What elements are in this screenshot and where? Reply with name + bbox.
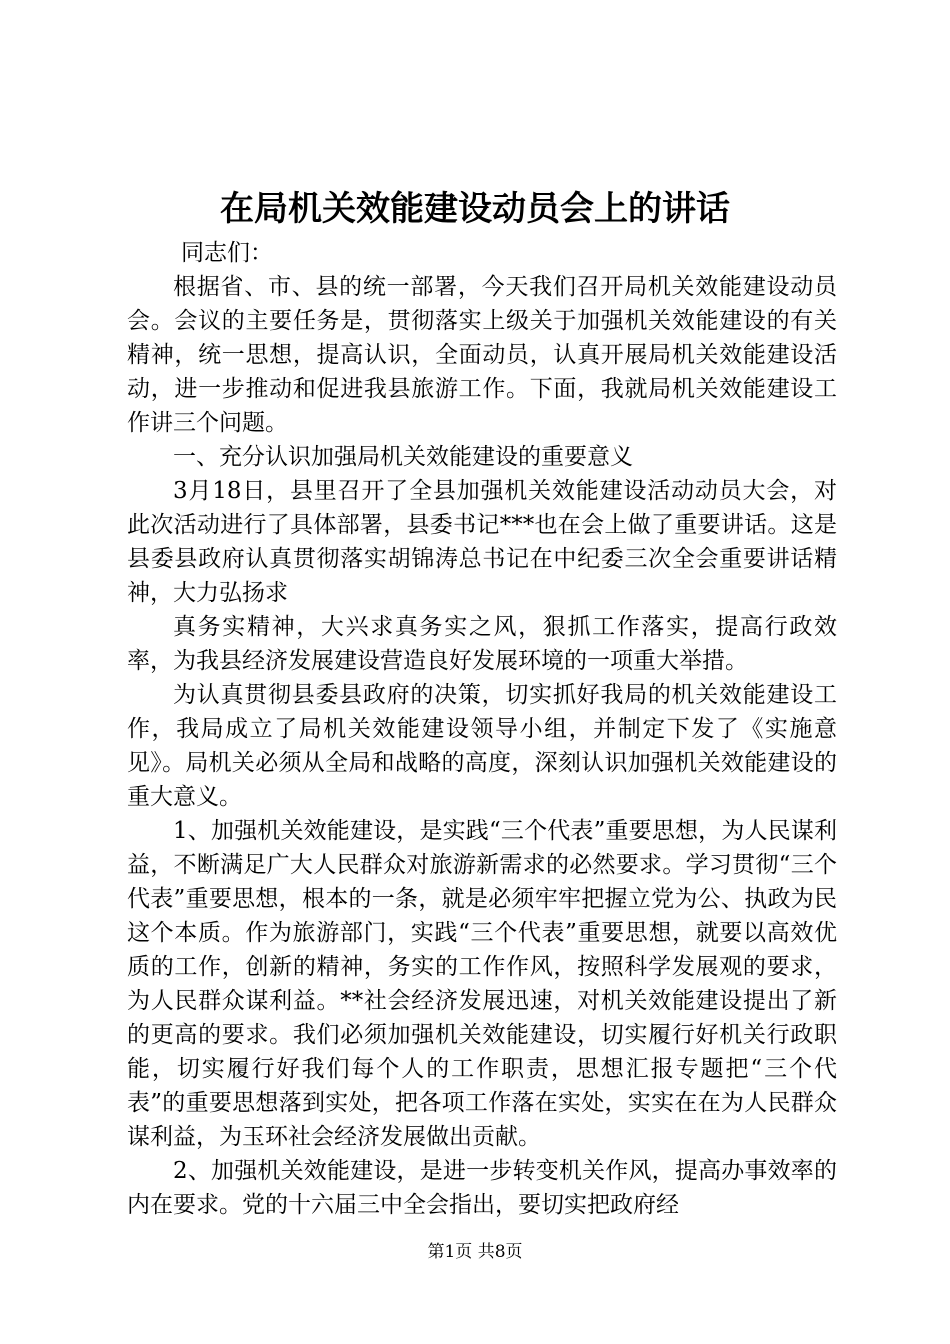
page-footer: 第1页 共8页 bbox=[427, 1242, 523, 1262]
paragraph-implementation: 为认真贯彻县委县政府的决策，切实抓好我局的机关效能建设工作，我局成立了局机关效能建设领导小组，并制定下发了《实施意见》。局机关必须从全局和战略的高度，深刻认识加强机关效能建设的重大意义。 bbox=[127, 682, 837, 810]
paragraph-point-1: 1、加强机关效能建设，是实践“三个代表”重要思想，为人民谋利益，不断满足广大人民群众对旅游新需求的必然要求。学习贯彻“三个代表”重要思想，根本的一条，就是必须牢牢把握立党为公、执政为民这个本质。作为旅游部门，实践“三个代表”重要思想，就要以高效优质的工作，创新的精神，务实的工作作风，按照科学发展观的要求，为人民群众谋利益。**社会经济发展迅速，对机关效能建设提出了新的更高的要求。我们必须加强机关效能建设，切实履行好机关行政职能，切实履行好我们每个人的工作职责，思想汇报专题把“三个代表”的重要思想落到实处，把各项工作落在实处，实实在在为人民群众谋利益，为玉环社会经济发展做出贡献。 bbox=[127, 818, 837, 1150]
document-body bbox=[127, 236, 837, 1222]
greeting: 同志们： bbox=[181, 240, 273, 266]
paragraph-spirit: 真务实精神，大兴求真务实之风，狠抓工作落实，提高行政效率，为我县经济发展建设营造良好发展环境的一项重大举措。 bbox=[127, 614, 837, 674]
paragraph-meeting: 3月18日，县里召开了全县加强机关效能建设活动动员大会，对此次活动进行了具体部署，县委书记***也在会上做了重要讲话。这是县委县政府认真贯彻落实胡锦涛总书记在中纪委三次全会重要讲话精神，大力弘扬求 bbox=[127, 478, 837, 606]
document-title: 在局机关效能建设动员会上的讲话 bbox=[220, 189, 730, 229]
paragraph-point-2: 2、加强机关效能建设，是进一步转变机关作风，提高办事效率的内在要求。党的十六届三中全会指出，要切实把政府经 bbox=[127, 1158, 837, 1218]
section-heading-1: 一、充分认识加强局机关效能建设的重要意义 bbox=[173, 444, 633, 470]
paragraph-intro: 根据省、市、县的统一部署，今天我们召开局机关效能建设动员会。会议的主要任务是，贯彻落实上级关于加强机关效能建设的有关精神，统一思想，提高认识，全面动员，认真开展局机关效能建设活动，进一步推动和促进我县旅游工作。下面，我就局机关效能建设工作讲三个问题。 bbox=[127, 274, 837, 436]
